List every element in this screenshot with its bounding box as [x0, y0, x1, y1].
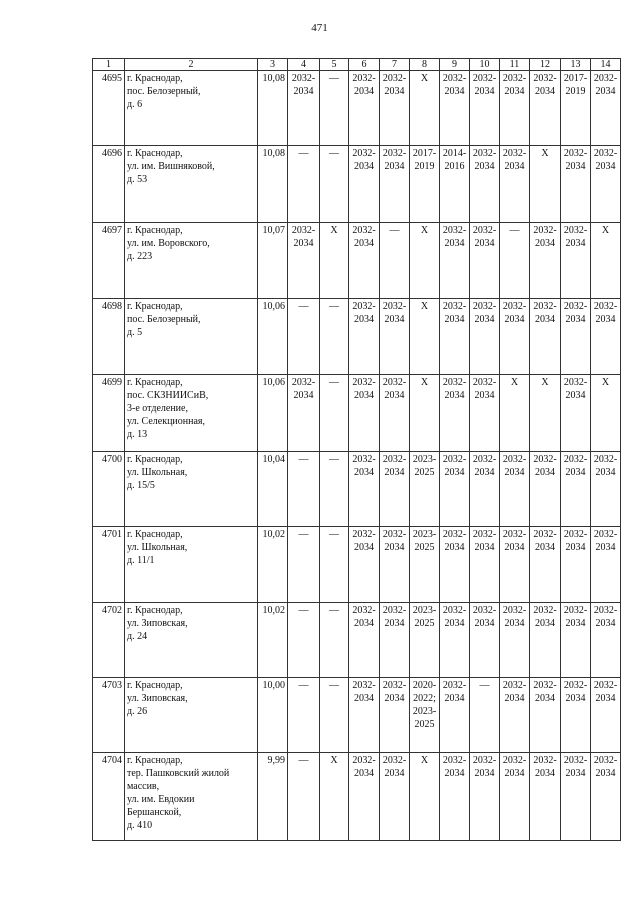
period-cell-col-7: 2032- 2034	[380, 299, 410, 375]
period-cell-col-13: 2032- 2034	[561, 223, 591, 299]
period-cell-col-5: —	[320, 146, 349, 223]
column-header-3: 3	[258, 59, 288, 71]
column-header-2: 2	[125, 59, 258, 71]
table-row	[93, 527, 621, 603]
period-cell-col-14: Х	[591, 375, 621, 452]
table-row	[93, 603, 621, 678]
row-number: 4698	[93, 299, 125, 375]
period-cell-col-9: 2032- 2034	[440, 452, 470, 527]
period-cell-col-14: 2032- 2034	[591, 299, 621, 375]
row-number: 4700	[93, 452, 125, 527]
period-cell-col-10: 2032- 2034	[470, 753, 500, 841]
period-cell-col-4: —	[288, 603, 320, 678]
period-cell-col-7: 2032- 2034	[380, 375, 410, 452]
period-cell-col-13: 2032- 2034	[561, 753, 591, 841]
row-number: 4696	[93, 146, 125, 223]
period-cell-col-6: 2032- 2034	[349, 375, 380, 452]
column-header-10: 10	[470, 59, 500, 71]
value-cell: 10,04	[258, 452, 288, 527]
period-cell-col-12: 2032- 2034	[530, 452, 561, 527]
period-cell-col-5: —	[320, 452, 349, 527]
address-cell: г. Краснодар, ул. им. Воровского, д. 223	[125, 223, 258, 299]
period-cell-col-5: —	[320, 71, 349, 146]
period-cell-col-11: 2032- 2034	[500, 71, 530, 146]
period-cell-col-9: 2032- 2034	[440, 223, 470, 299]
row-number: 4699	[93, 375, 125, 452]
column-header-5: 5	[320, 59, 349, 71]
period-cell-col-11: 2032- 2034	[500, 753, 530, 841]
row-number: 4695	[93, 71, 125, 146]
row-number: 4697	[93, 223, 125, 299]
period-cell-col-12: 2032- 2034	[530, 753, 561, 841]
period-cell-col-13: 2032- 2034	[561, 146, 591, 223]
period-cell-col-9: 2032- 2034	[440, 527, 470, 603]
period-cell-col-8: Х	[410, 299, 440, 375]
period-cell-col-9: 2032- 2034	[440, 299, 470, 375]
period-cell-col-4: 2032- 2034	[288, 223, 320, 299]
data-table	[92, 58, 621, 841]
period-cell-col-14: 2032- 2034	[591, 678, 621, 753]
table-header	[93, 59, 621, 71]
period-cell-col-6: 2032- 2034	[349, 452, 380, 527]
column-header-9: 9	[440, 59, 470, 71]
period-cell-col-10: 2032- 2034	[470, 527, 500, 603]
period-cell-col-12: 2032- 2034	[530, 299, 561, 375]
row-number: 4703	[93, 678, 125, 753]
period-cell-col-13: 2032- 2034	[561, 678, 591, 753]
table-row	[93, 146, 621, 223]
period-cell-col-12: 2032- 2034	[530, 527, 561, 603]
address-cell: г. Краснодар, тер. Пашковский жилой массив, ул. им. Евдокии Бершанской, д. 410	[125, 753, 258, 841]
period-cell-col-13: 2032- 2034	[561, 375, 591, 452]
period-cell-col-5: —	[320, 678, 349, 753]
period-cell-col-12: Х	[530, 146, 561, 223]
period-cell-col-8: 2023- 2025	[410, 452, 440, 527]
period-cell-col-7: 2032- 2034	[380, 753, 410, 841]
period-cell-col-6: 2032- 2034	[349, 71, 380, 146]
row-number: 4702	[93, 603, 125, 678]
period-cell-col-11: 2032- 2034	[500, 452, 530, 527]
period-cell-col-9: 2014- 2016	[440, 146, 470, 223]
table-row	[93, 753, 621, 841]
period-cell-col-5: —	[320, 299, 349, 375]
period-cell-col-6: 2032- 2034	[349, 603, 380, 678]
period-cell-col-14: 2032- 2034	[591, 527, 621, 603]
period-cell-col-9: 2032- 2034	[440, 603, 470, 678]
period-cell-col-7: 2032- 2034	[380, 452, 410, 527]
period-cell-col-9: 2032- 2034	[440, 375, 470, 452]
period-cell-col-11: Х	[500, 375, 530, 452]
period-cell-col-6: 2032- 2034	[349, 753, 380, 841]
period-cell-col-11: 2032- 2034	[500, 146, 530, 223]
period-cell-col-14: Х	[591, 223, 621, 299]
address-cell: г. Краснодар, ул. Школьная, д. 11/1	[125, 527, 258, 603]
period-cell-col-14: 2032- 2034	[591, 146, 621, 223]
table-row	[93, 375, 621, 452]
period-cell-col-6: 2032- 2034	[349, 146, 380, 223]
period-cell-col-5: —	[320, 527, 349, 603]
column-header-4: 4	[288, 59, 320, 71]
period-cell-col-9: 2032- 2034	[440, 71, 470, 146]
period-cell-col-11: 2032- 2034	[500, 603, 530, 678]
period-cell-col-6: 2032- 2034	[349, 299, 380, 375]
period-cell-col-13: 2032- 2034	[561, 527, 591, 603]
column-header-14: 14	[591, 59, 621, 71]
period-cell-col-14: 2032- 2034	[591, 603, 621, 678]
period-cell-col-7: 2032- 2034	[380, 527, 410, 603]
period-cell-col-10: 2032- 2034	[470, 223, 500, 299]
value-cell: 10,08	[258, 71, 288, 146]
period-cell-col-12: Х	[530, 375, 561, 452]
period-cell-col-7: 2032- 2034	[380, 146, 410, 223]
period-cell-col-10: 2032- 2034	[470, 146, 500, 223]
table-row	[93, 71, 621, 146]
column-header-6: 6	[349, 59, 380, 71]
period-cell-col-10: —	[470, 678, 500, 753]
period-cell-col-8: Х	[410, 375, 440, 452]
period-cell-col-9: 2032- 2034	[440, 753, 470, 841]
address-cell: г. Краснодар, пос. Белозерный, д. 5	[125, 299, 258, 375]
address-cell: г. Краснодар, пос. Белозерный, д. 6	[125, 71, 258, 146]
period-cell-col-8: Х	[410, 753, 440, 841]
period-cell-col-8: Х	[410, 71, 440, 146]
address-cell: г. Краснодар, ул. Зиповская, д. 26	[125, 678, 258, 753]
period-cell-col-11: 2032- 2034	[500, 527, 530, 603]
address-cell: г. Краснодар, ул. Школьная, д. 15/5	[125, 452, 258, 527]
period-cell-col-13: 2032- 2034	[561, 452, 591, 527]
table-row	[93, 223, 621, 299]
period-cell-col-4: —	[288, 678, 320, 753]
period-cell-col-6: 2032- 2034	[349, 527, 380, 603]
period-cell-col-7: 2032- 2034	[380, 71, 410, 146]
period-cell-col-4: 2032- 2034	[288, 71, 320, 146]
period-cell-col-5: Х	[320, 223, 349, 299]
period-cell-col-4: —	[288, 299, 320, 375]
period-cell-col-12: 2032- 2034	[530, 223, 561, 299]
period-cell-col-4: —	[288, 753, 320, 841]
column-header-11: 11	[500, 59, 530, 71]
table-row	[93, 678, 621, 753]
period-cell-col-8: 2020- 2022; 2023- 2025	[410, 678, 440, 753]
period-cell-col-14: 2032- 2034	[591, 452, 621, 527]
period-cell-col-12: 2032- 2034	[530, 678, 561, 753]
period-cell-col-11: 2032- 2034	[500, 678, 530, 753]
address-cell: г. Краснодар, ул. им. Вишняковой, д. 53	[125, 146, 258, 223]
address-cell: г. Краснодар, ул. Зиповская, д. 24	[125, 603, 258, 678]
period-cell-col-4: 2032- 2034	[288, 375, 320, 452]
period-cell-col-7: —	[380, 223, 410, 299]
period-cell-col-8: 2023- 2025	[410, 527, 440, 603]
period-cell-col-8: 2023- 2025	[410, 603, 440, 678]
table-body	[93, 71, 621, 841]
period-cell-col-10: 2032- 2034	[470, 375, 500, 452]
column-header-8: 8	[410, 59, 440, 71]
period-cell-col-8: 2017- 2019	[410, 146, 440, 223]
column-header-7: 7	[380, 59, 410, 71]
value-cell: 10,08	[258, 146, 288, 223]
period-cell-col-14: 2032- 2034	[591, 71, 621, 146]
column-header-1: 1	[93, 59, 125, 71]
period-cell-col-4: —	[288, 452, 320, 527]
period-cell-col-8: Х	[410, 223, 440, 299]
period-cell-col-6: 2032- 2034	[349, 223, 380, 299]
period-cell-col-13: 2032- 2034	[561, 299, 591, 375]
column-header-13: 13	[561, 59, 591, 71]
period-cell-col-4: —	[288, 146, 320, 223]
value-cell: 10,02	[258, 603, 288, 678]
period-cell-col-10: 2032- 2034	[470, 452, 500, 527]
value-cell: 10,02	[258, 527, 288, 603]
table-row	[93, 299, 621, 375]
period-cell-col-7: 2032- 2034	[380, 603, 410, 678]
period-cell-col-12: 2032- 2034	[530, 603, 561, 678]
period-cell-col-13: 2017- 2019	[561, 71, 591, 146]
period-cell-col-12: 2032- 2034	[530, 71, 561, 146]
period-cell-col-14: 2032- 2034	[591, 753, 621, 841]
value-cell: 10,07	[258, 223, 288, 299]
value-cell: 10,00	[258, 678, 288, 753]
period-cell-col-11: —	[500, 223, 530, 299]
period-cell-col-10: 2032- 2034	[470, 299, 500, 375]
period-cell-col-4: —	[288, 527, 320, 603]
period-cell-col-10: 2032- 2034	[470, 71, 500, 146]
page-number: 471	[311, 22, 328, 34]
value-cell: 10,06	[258, 375, 288, 452]
value-cell: 10,06	[258, 299, 288, 375]
period-cell-col-5: —	[320, 375, 349, 452]
period-cell-col-5: —	[320, 603, 349, 678]
table-row	[93, 452, 621, 527]
period-cell-col-5: Х	[320, 753, 349, 841]
column-header-12: 12	[530, 59, 561, 71]
row-number: 4701	[93, 527, 125, 603]
value-cell: 9,99	[258, 753, 288, 841]
period-cell-col-6: 2032- 2034	[349, 678, 380, 753]
period-cell-col-9: 2032- 2034	[440, 678, 470, 753]
row-number: 4704	[93, 753, 125, 841]
period-cell-col-10: 2032- 2034	[470, 603, 500, 678]
address-cell: г. Краснодар, пос. СКЗНИИСиВ, 3-е отделение, ул. Селекционная, д. 13	[125, 375, 258, 452]
header-row	[93, 59, 621, 71]
period-cell-col-7: 2032- 2034	[380, 678, 410, 753]
period-cell-col-13: 2032- 2034	[561, 603, 591, 678]
period-cell-col-11: 2032- 2034	[500, 299, 530, 375]
